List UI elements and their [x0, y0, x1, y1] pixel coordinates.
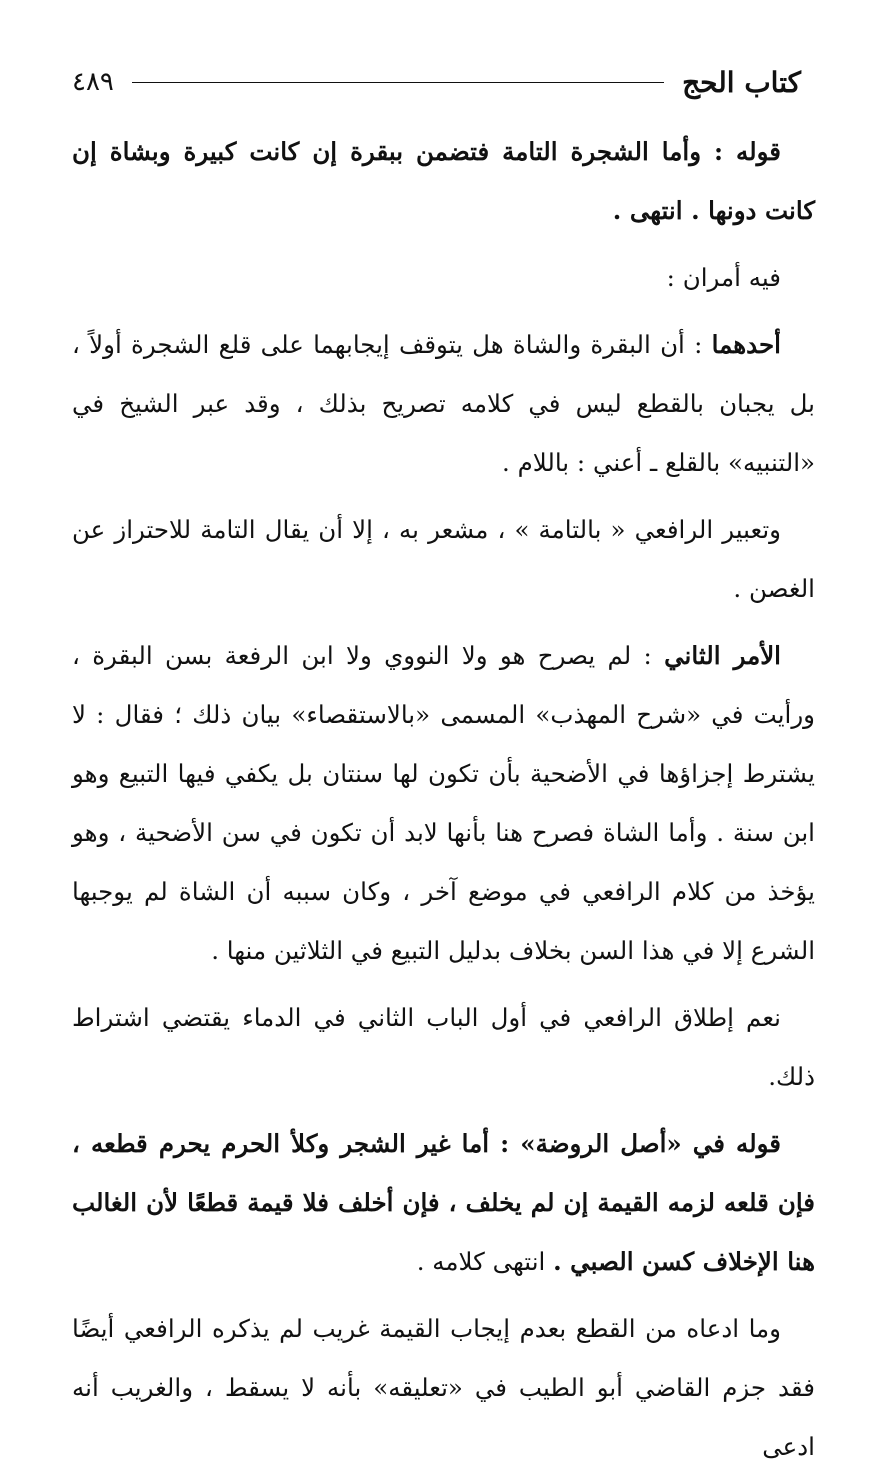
paragraph-text: وتعبير الرافعي « بالتامة » ، مشعر به ، إلا أن يقال التامة للاحتراز عن الغصن .	[72, 515, 815, 603]
paragraph-7	[72, 1114, 815, 1291]
paragraph-text: : أن البقرة والشاة هل يتوقف إيجابهما على قلع الشجرة أولاً ، بل يجبان بالقطع ليس في كلامه تصريح بذلك ، وقد عبر الشيخ في «التنبيه» بالقلع ـ أعني : باللام .	[72, 330, 815, 477]
paragraph-text: انتهى كلامه .	[416, 1247, 554, 1276]
paragraph-5	[72, 626, 815, 980]
page-header	[72, 62, 801, 102]
paragraph-2	[72, 248, 815, 307]
paragraph-text: : لم يصرح هو ولا النووي ولا ابن الرفعة بسن البقرة ، ورأيت في «شرح المهذب» المسمى «بالاستقصاء» بيان ذلك ؛ فقال : لا يشترط إجزاؤها في الأضحية بأن تكون لها سنتان بل يكفي فيها التبيع وهو ابن سنة . وأما الشاة فصرح هنا بأنها لابد أن تكون في سن الأضحية ، وهو يؤخذ من كلام الرافعي في موضع آخر ، وكان سببه أن الشاة لم يوجبها الشرع إلا في هذا السن بخلاف بدليل التبيع في الثلاثين منها .	[72, 641, 815, 965]
header-rule	[132, 82, 664, 83]
paragraph-text: فيه أمران :	[666, 263, 781, 292]
paragraph-8	[72, 1299, 815, 1476]
paragraph-text: وما ادعاه من القطع بعدم إيجاب القيمة غريب لم يذكره الرافعي أيضًا فقد جزم القاضي أبو الطيب في «تعليقه» بأنه لا يسقط ، والغريب أنه ادعى	[72, 1314, 815, 1461]
paragraph-1	[72, 122, 815, 240]
paragraph-lead: قوله في «أصل الروضة» : أما غير الشجر وكلأ الحرم يحرم قطعه ، فإن قلعه لزمه القيمة إن لم يخلف ، فإن أخلف فلا قيمة قطعًا لأن الغالب هنا الإخلاف كسن الصبي .	[72, 1129, 815, 1276]
paragraph-6	[72, 988, 815, 1106]
page-body	[72, 122, 815, 1484]
paragraph-4	[72, 500, 815, 618]
paragraph-3	[72, 315, 815, 492]
running-title: كتاب الحج	[682, 65, 801, 99]
paragraph-lead: أحدهما	[711, 330, 781, 359]
paragraph-text: نعم إطلاق الرافعي في أول الباب الثاني في الدماء يقتضي اشتراط ذلك.	[72, 1003, 815, 1091]
paragraph-lead: الأمر الثاني	[664, 641, 781, 670]
page-number: ٤٨٩	[72, 67, 114, 97]
paragraph-lead: قوله : وأما الشجرة التامة فتضمن ببقرة إن كانت كبيرة وبشاة إن كانت دونها . انتهى .	[72, 137, 815, 225]
